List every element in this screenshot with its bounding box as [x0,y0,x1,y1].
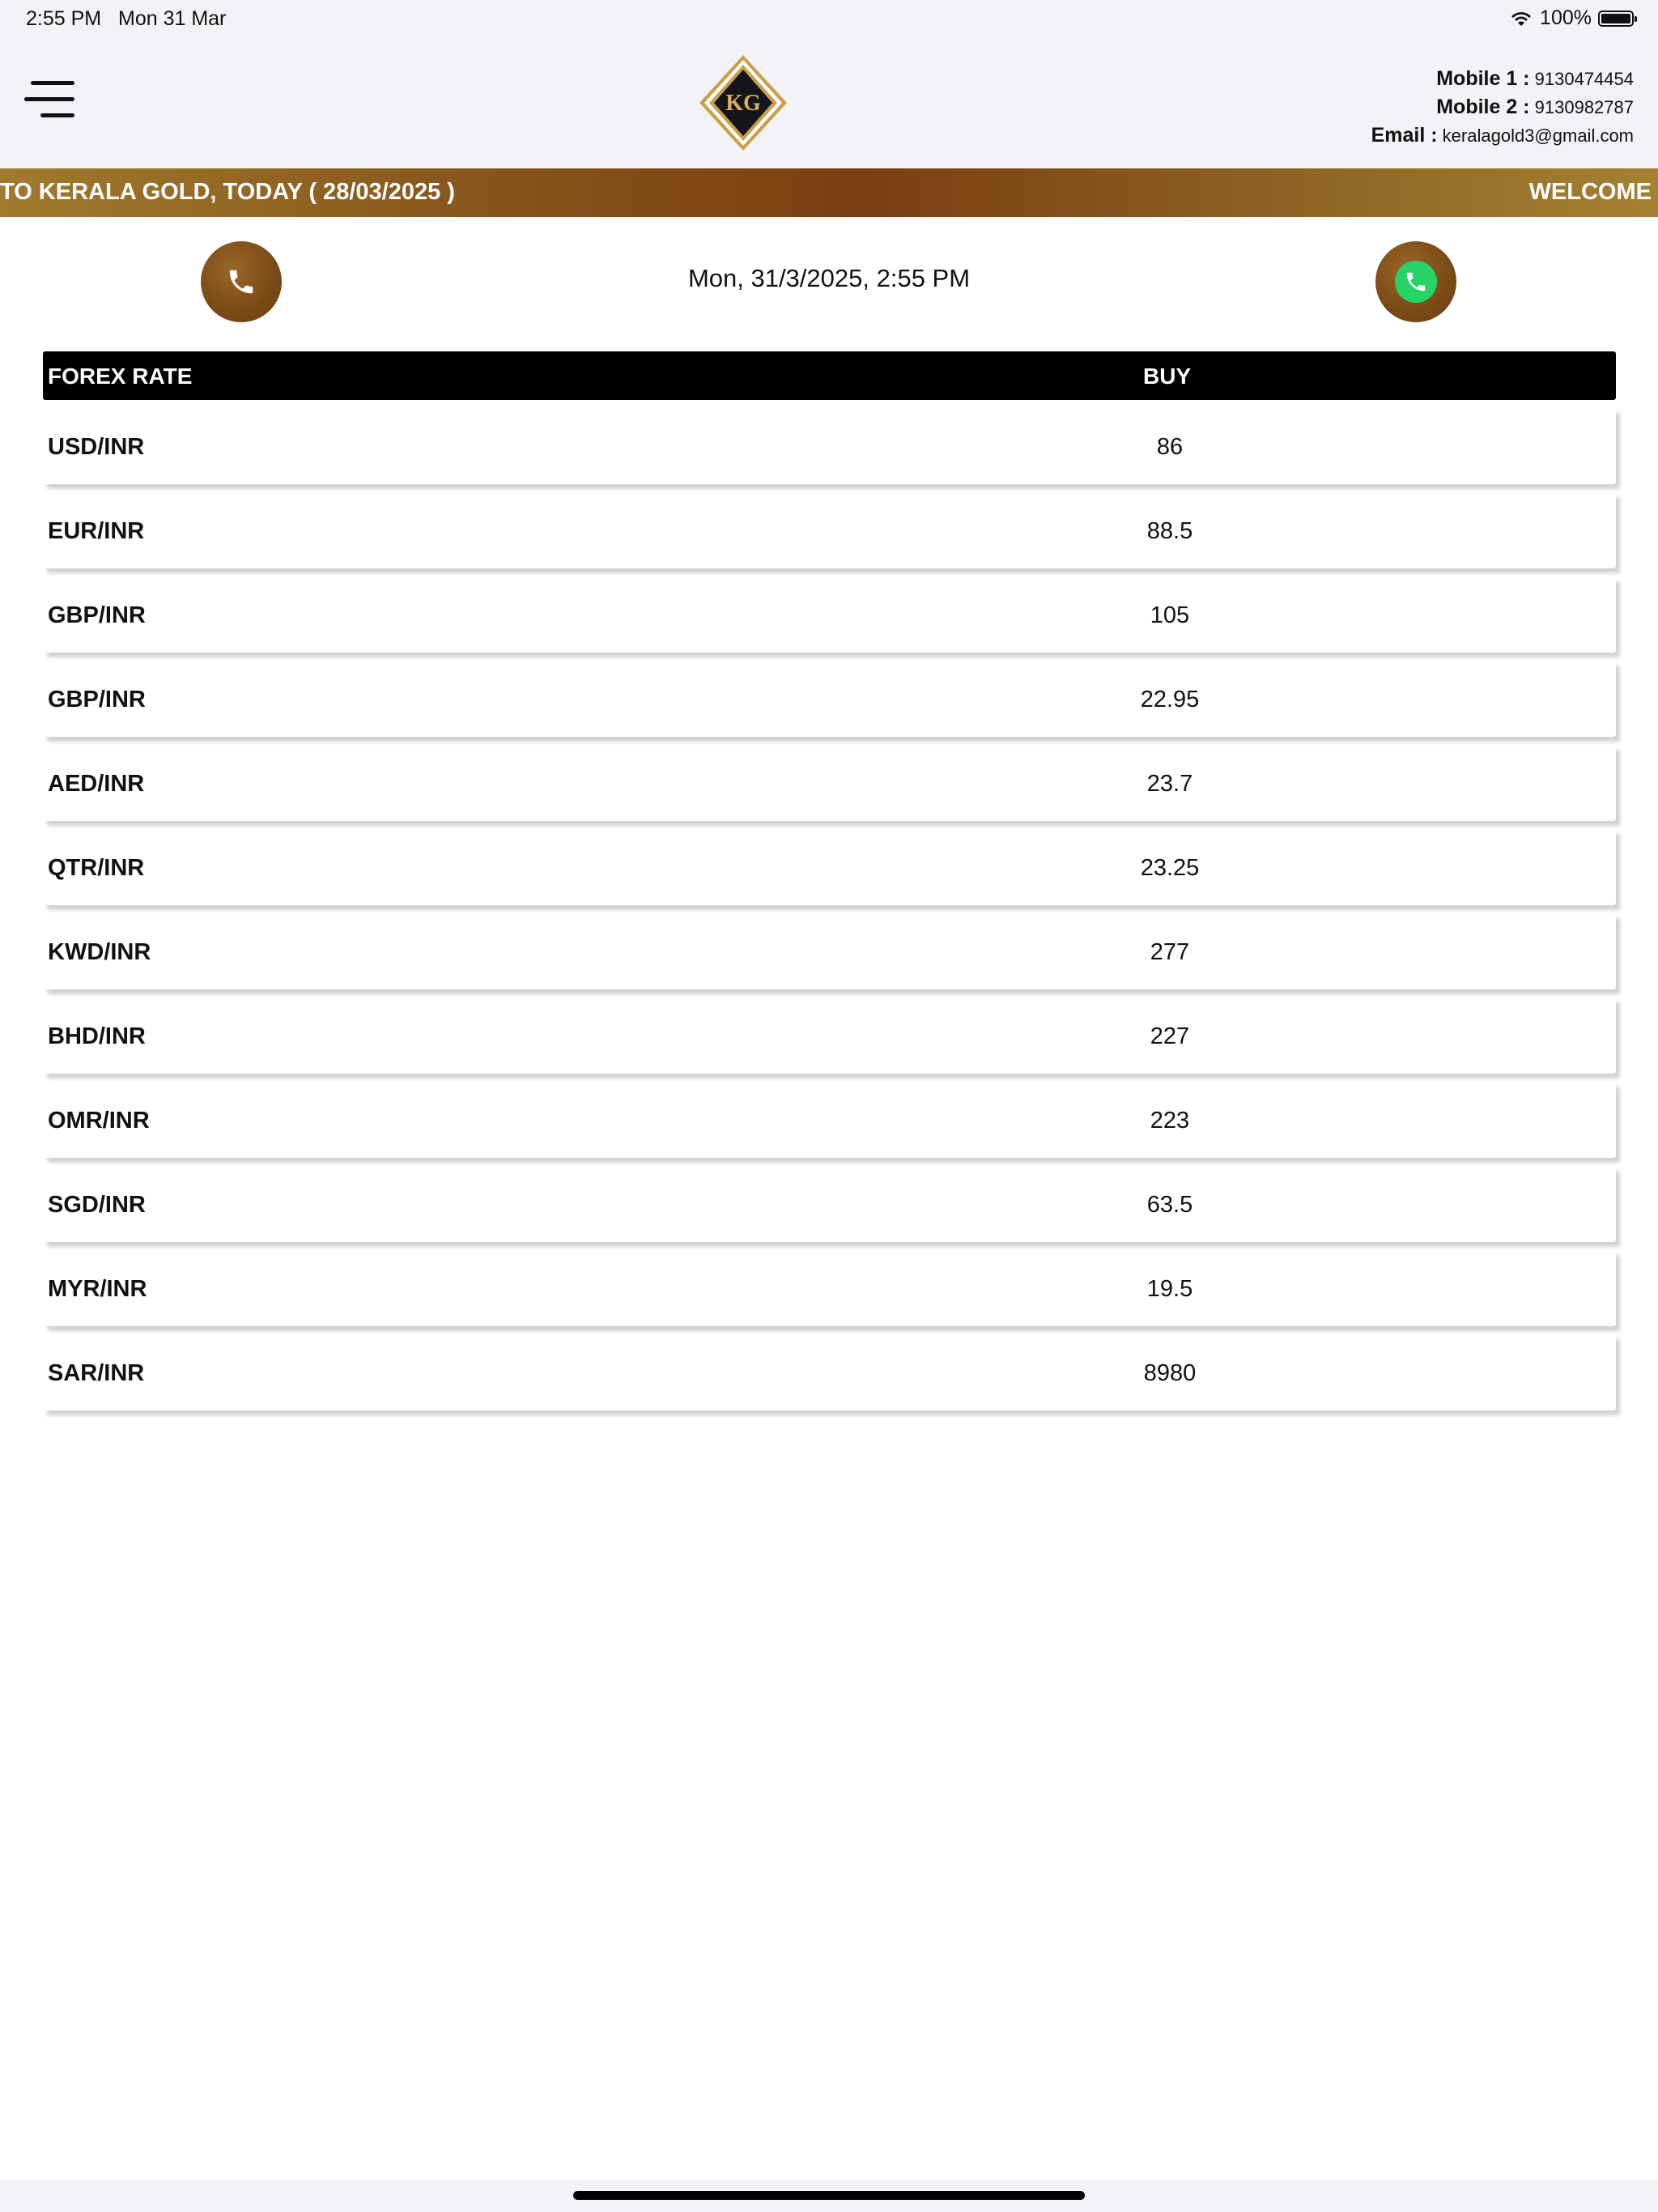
buy-rate: 63.5 [1146,1192,1193,1218]
contact-info [1371,65,1634,150]
buy-rate: 19.5 [1146,1276,1193,1302]
app-header [0,37,1658,168]
forex-table-header [43,351,1616,400]
ticker-welcome-text: WELCOME [1528,179,1652,205]
column-header-pair: FOREX RATE [48,364,193,389]
mobile2-number[interactable]: 9130982787 [1534,97,1634,117]
currency-pair: GBP/INR [48,602,146,628]
buy-rate: 8980 [1143,1360,1197,1386]
buy-rate: 105 [1150,602,1190,628]
kerala-gold-logo [698,53,789,152]
currency-pair: EUR/INR [48,518,145,544]
menu-button[interactable] [23,81,74,123]
buy-rate: 23.25 [1140,855,1200,881]
email-label: Email : [1371,124,1438,147]
currency-pair: SGD/INR [48,1192,146,1218]
table-row [43,661,1616,737]
column-header-buy: BUY [1143,364,1192,389]
hamburger-icon [31,81,74,85]
mobile2-line [1371,93,1634,121]
buy-rate: 227 [1150,1023,1190,1049]
table-row [43,913,1616,989]
email-line [1371,121,1634,150]
buy-rate: 22.95 [1140,687,1200,713]
table-row [43,745,1616,821]
hamburger-line [24,97,74,101]
table-row [43,829,1616,905]
currency-pair: SAR/INR [48,1360,145,1386]
battery-icon [1598,11,1634,27]
hamburger-line [40,113,74,117]
currency-pair: GBP/INR [48,687,146,713]
table-row [43,998,1616,1074]
table-row [43,492,1616,568]
home-indicator-area [0,2180,1658,2212]
status-bar [0,0,1658,37]
table-row [43,1334,1616,1410]
table-row [43,1166,1616,1242]
currency-pair: OMR/INR [48,1108,150,1134]
currency-pair: USD/INR [48,434,145,460]
status-date: Mon 31 Mar [118,7,227,30]
status-indicators [1509,6,1634,30]
phone-icon [1404,270,1428,294]
wifi-icon [1509,10,1533,28]
currency-pair: AED/INR [48,771,145,797]
forex-rate-list [43,408,1616,1419]
logo-text: KG [725,91,761,116]
table-row [43,1250,1616,1326]
mobile2-label: Mobile 2 : [1436,96,1530,118]
buy-rate: 23.7 [1146,771,1193,797]
buy-rate: 223 [1150,1108,1190,1134]
table-row [43,576,1616,653]
buy-rate: 277 [1150,939,1190,965]
currency-pair: QTR/INR [48,855,145,881]
ticker-text: TO KERALA GOLD, TODAY ( 28/03/2025 ) [0,179,455,205]
currency-pair: KWD/INR [48,939,151,965]
table-row [43,1082,1616,1158]
home-indicator[interactable] [573,2191,1085,2200]
email-address[interactable]: keralagold3@gmail.com [1442,125,1634,146]
battery-percent: 100% [1540,6,1592,29]
currency-pair: BHD/INR [48,1023,146,1049]
mobile1-number[interactable]: 9130474454 [1534,69,1634,89]
status-time: 2:55 PM [26,7,102,30]
buy-rate: 88.5 [1146,518,1193,544]
buy-rate: 86 [1156,434,1184,460]
currency-pair: MYR/INR [48,1276,147,1302]
mobile1-label: Mobile 1 : [1436,67,1530,90]
whatsapp-button[interactable] [1375,241,1456,322]
table-row [43,408,1616,484]
mobile1-line [1371,65,1634,93]
current-datetime: Mon, 31/3/2025, 2:55 PM [687,264,971,292]
news-ticker [0,168,1658,217]
whatsapp-icon [1395,261,1437,303]
